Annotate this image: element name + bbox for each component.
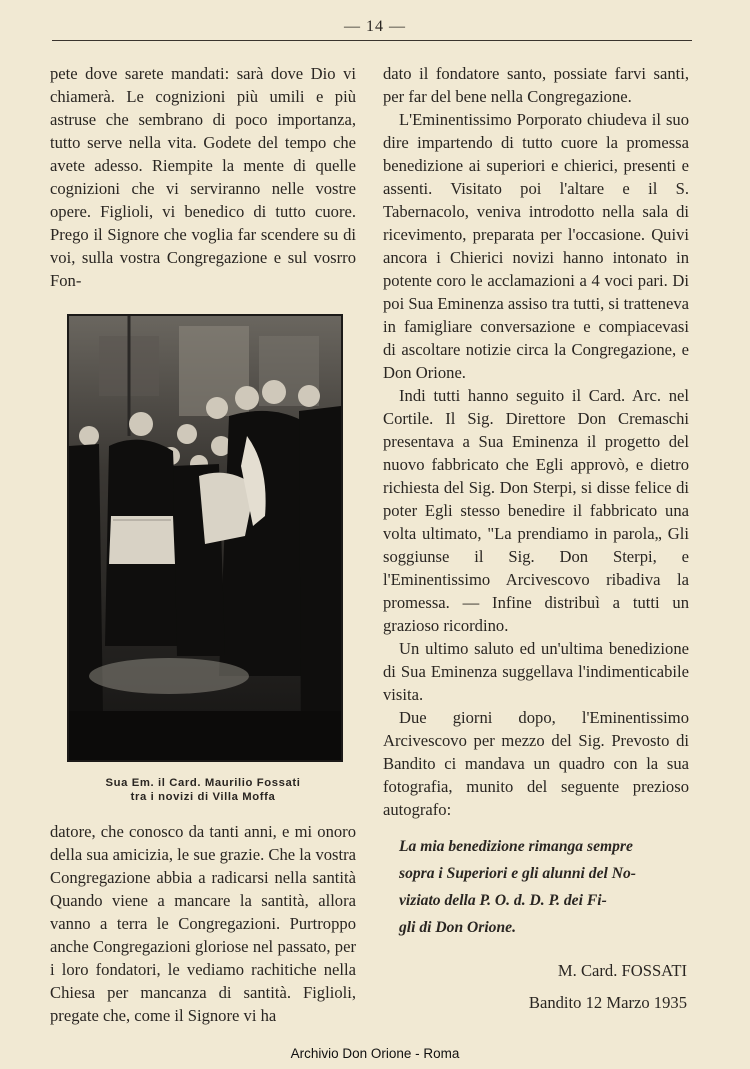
page-number: — 14 — [344, 18, 406, 35]
header-rule [52, 40, 692, 41]
archive-footer: Archivio Don Orione - Roma [290, 1046, 460, 1061]
autograph-quote [399, 833, 689, 941]
autograph-line-2: sopra i Superiori e gli alunni del No- [399, 865, 636, 882]
autograph-line-3: viziato della P. O. d. D. P. dei Fi- [399, 892, 607, 909]
right-paragraph-1: dato il fondatore santo, possiate farvi santi, per far del bene nella Congregazione. [383, 64, 689, 106]
photo-caption [50, 776, 356, 804]
signature-place-date: Bandito 12 Marzo 1935 [528, 993, 687, 1012]
photo-caption-line-1: Sua Em. il Card. Maurilio Fossati [105, 777, 301, 789]
right-paragraph-2: L'Eminentissimo Porporato chiudeva il suo dire impartendo di tutto cuore la promessa benedizione ai superiori e chierici, presenti e assenti. Visitato poi l'altare e il S. Tabernacolo, veniva introdotto nella sala di ricevimento, preparata per l'occasione. Quivi ancora i Chierici novizi hanno intonato in potente coro le acclamazioni a 4 voci pari. Di poi Sua Eminenza assiso tra tutti, si tratteneva in famigliare conversazione e compiacevasi di ascoltare notizie circa la Congregazione, e Don Orione. [383, 110, 689, 382]
photo-cardinal-with-novices [67, 314, 343, 762]
photo-caption-line-2: tra i novizi di Villa Moffa [130, 791, 276, 803]
autograph-line-1: La mia benedizione rimanga sempre [399, 838, 633, 855]
autograph-line-4: gli di Don Orione. [399, 919, 516, 936]
right-paragraph-3: Indi tutti hanno seguito il Card. Arc. nel Cortile. Il Sig. Direttore Don Cremaschi presentava a Sua Eminenza il progetto del nuovo fabbricato che Egli approvò, e dietro richiesta del Sig. Don Sterpi, si disse felice di poter Egli stesso benedire il fabbricato una volta ultimato, "La prendiamo in parola„ Gli soggiunse il Sig. Don Sterpi, e l'Eminentissimo Arcivescovo ribadiva la promessa. — Infine distribuì a tutti un grazioso ricordino. [383, 386, 689, 635]
signature-name: M. Card. FOSSATI [557, 961, 687, 980]
left-paragraph-2: datore, che conosco da tanti anni, e mi onoro della sua amicizia, le sue grazie. Che la vostra Congregazione abbia a radicarsi nella santità Quando viene a mancare la santità, allora vanno a terra le Congregazioni. Purtroppo anche Congregazioni gloriose nel passato, per i loro fondatori, le vediamo rachitiche nella Chiesa per mancanza di santità. Figlioli, pregate che, come il Signore vi ha [50, 822, 356, 1025]
signature-block [383, 955, 689, 1019]
photo-image [69, 316, 341, 760]
right-paragraph-4: Un ultimo saluto ed un'ultima benedizione di Sua Eminenza suggellava l'indimenticabile visita. [383, 639, 689, 704]
right-paragraph-5: Due giorni dopo, l'Eminentissimo Arcivescovo per mezzo del Sig. Prevosto di Bandito ci mandava un quadro con la sua fotografia, munito del seguente prezioso autografo: [383, 708, 689, 819]
right-column [383, 62, 689, 1019]
left-paragraph-1: pete dove sarete mandati: sarà dove Dio vi chiamerà. Le cognizioni più umili e più astruse che sembrano di poco importanza, tutto serve nella vita. Godete del tempo che avete adesso. Riempite la mente di quelle cognizioni che vi serviranno nelle vostre opere. Figlioli, vi benedico di tutto cuore. Prego il Signore che voglia far scendere su di voi, sulla vostra Congregazione e sul vosrro Fon- [50, 64, 356, 290]
left-column [50, 62, 356, 1027]
